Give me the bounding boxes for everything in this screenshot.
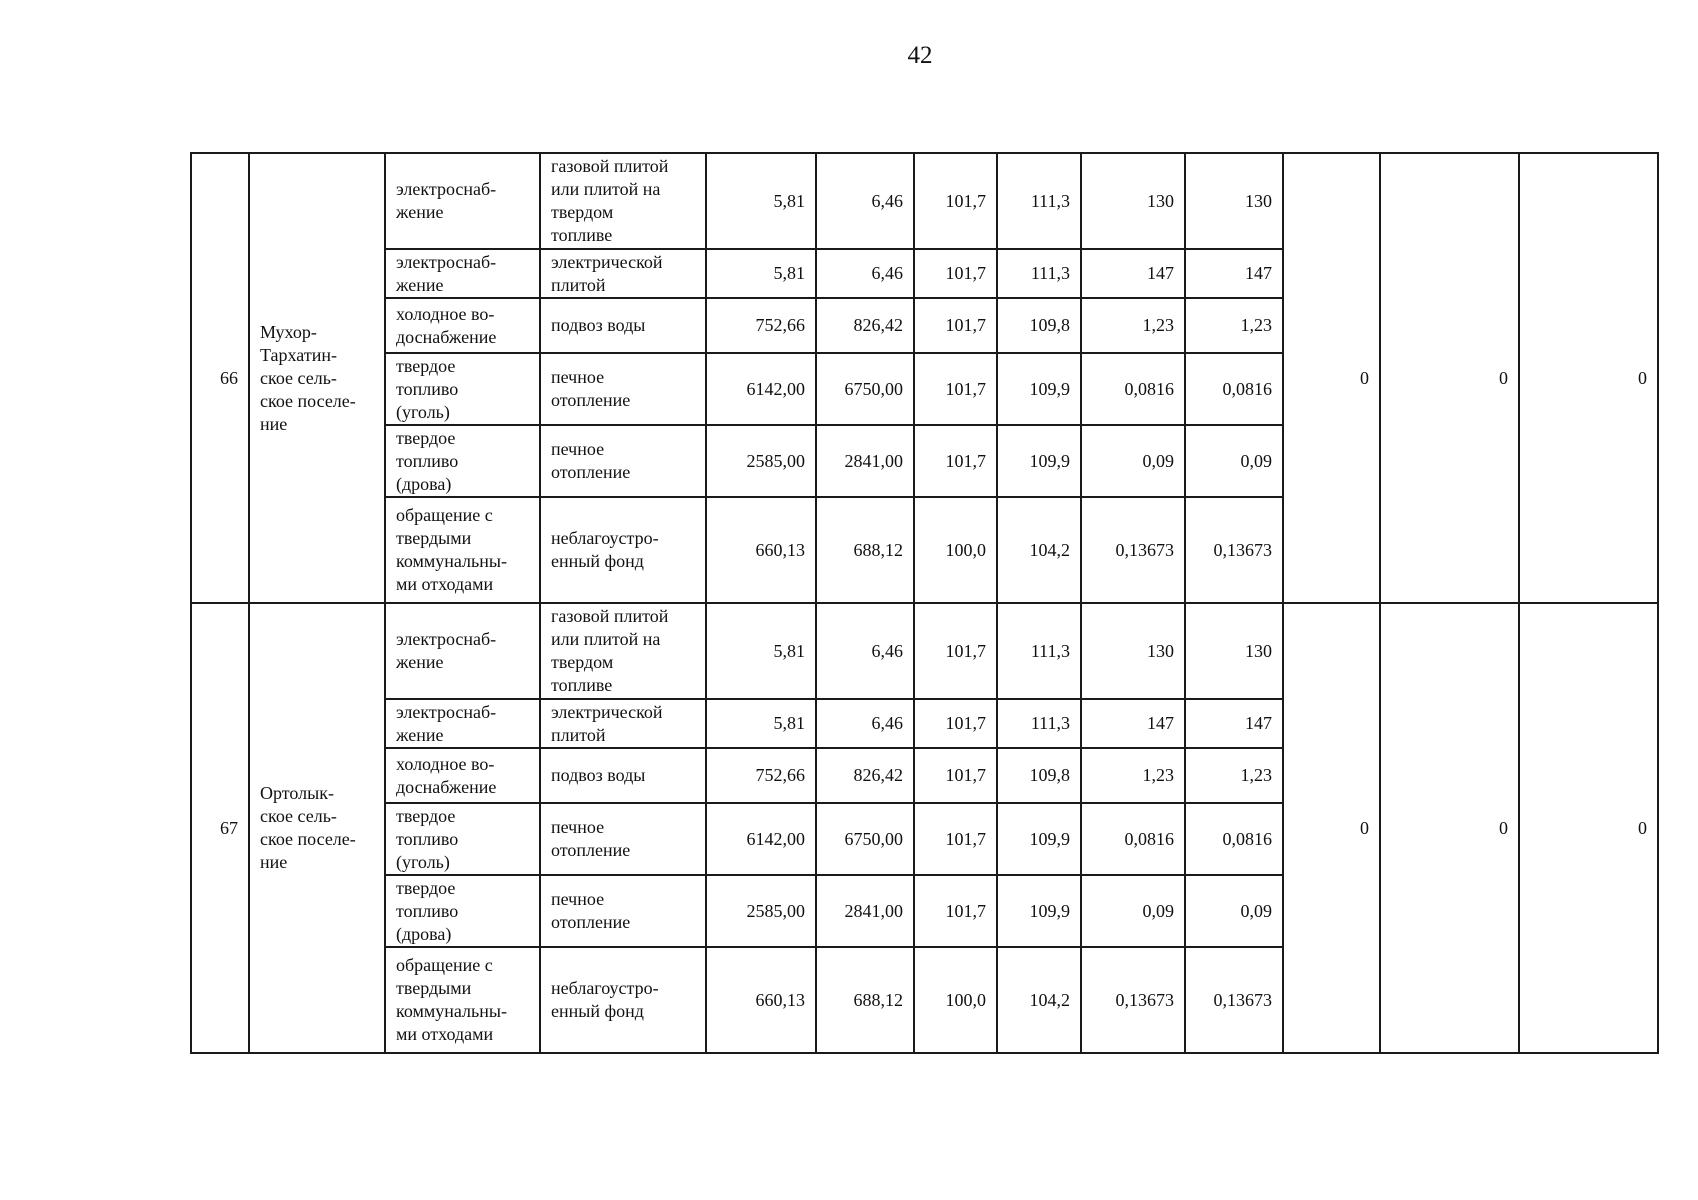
value-cell: 0,09 <box>1185 425 1283 497</box>
value-cell: 2585,00 <box>706 875 816 947</box>
zero-cell: 0 <box>1283 153 1380 603</box>
method-cell: электрической плитой <box>540 699 706 748</box>
value-cell: 147 <box>1185 249 1283 298</box>
value-cell: 6,46 <box>816 249 914 298</box>
method-cell: газовой плитой или плитой на твердом топливе <box>540 603 706 699</box>
value-cell: 1,23 <box>1081 748 1185 803</box>
value-cell: 130 <box>1081 603 1185 699</box>
value-cell: 688,12 <box>816 947 914 1053</box>
value-cell: 826,42 <box>816 748 914 803</box>
service-cell: обращение с твердыми коммунальны- ми отходами <box>385 947 540 1053</box>
settlement-name: Ортолык- ское сель- ское поселе- ние <box>249 603 385 1053</box>
method-cell: подвоз воды <box>540 298 706 353</box>
value-cell: 101,7 <box>914 425 997 497</box>
value-cell: 111,3 <box>997 153 1081 249</box>
value-cell: 147 <box>1081 699 1185 748</box>
value-cell: 109,9 <box>997 353 1081 425</box>
method-cell: печное отопление <box>540 803 706 875</box>
service-cell: холодное во- доснабжение <box>385 748 540 803</box>
value-cell: 100,0 <box>914 497 997 603</box>
value-cell: 109,8 <box>997 748 1081 803</box>
value-cell: 0,0816 <box>1081 803 1185 875</box>
settlement-name: Мухор- Тархатин- ское сель- ское поселе- ние <box>249 153 385 603</box>
service-cell: электроснаб- жение <box>385 699 540 748</box>
table-row <box>191 603 1658 699</box>
method-cell: электрической плитой <box>540 249 706 298</box>
service-cell: твердое топливо (уголь) <box>385 803 540 875</box>
value-cell: 111,3 <box>997 603 1081 699</box>
value-cell: 101,7 <box>914 748 997 803</box>
service-cell: твердое топливо (дрова) <box>385 425 540 497</box>
value-cell: 6,46 <box>816 153 914 249</box>
method-cell: неблагоустро- енный фонд <box>540 947 706 1053</box>
service-cell: твердое топливо (уголь) <box>385 353 540 425</box>
value-cell: 752,66 <box>706 298 816 353</box>
value-cell: 101,7 <box>914 353 997 425</box>
value-cell: 130 <box>1081 153 1185 249</box>
method-cell: печное отопление <box>540 875 706 947</box>
service-cell: холодное во- доснабжение <box>385 298 540 353</box>
tariff-table <box>190 152 1659 1054</box>
value-cell: 101,7 <box>914 298 997 353</box>
value-cell: 109,9 <box>997 875 1081 947</box>
table-row <box>191 153 1658 249</box>
service-cell: электроснаб- жение <box>385 153 540 249</box>
page-number: 42 <box>907 42 933 69</box>
zero-cell: 0 <box>1283 603 1380 1053</box>
value-cell: 1,23 <box>1185 298 1283 353</box>
zero-cell: 0 <box>1519 153 1658 603</box>
value-cell: 1,23 <box>1081 298 1185 353</box>
value-cell: 5,81 <box>706 249 816 298</box>
value-cell: 101,7 <box>914 153 997 249</box>
zero-cell: 0 <box>1380 153 1519 603</box>
service-cell: электроснаб- жение <box>385 249 540 298</box>
service-cell: электроснаб- жение <box>385 603 540 699</box>
value-cell: 826,42 <box>816 298 914 353</box>
value-cell: 0,0816 <box>1185 353 1283 425</box>
value-cell: 2585,00 <box>706 425 816 497</box>
method-cell: неблагоустро- енный фонд <box>540 497 706 603</box>
zero-cell: 0 <box>1519 603 1658 1053</box>
value-cell: 2841,00 <box>816 425 914 497</box>
method-cell: печное отопление <box>540 425 706 497</box>
value-cell: 752,66 <box>706 748 816 803</box>
value-cell: 660,13 <box>706 947 816 1053</box>
value-cell: 104,2 <box>997 497 1081 603</box>
value-cell: 111,3 <box>997 699 1081 748</box>
row-number: 66 <box>191 153 249 603</box>
value-cell: 6750,00 <box>816 353 914 425</box>
value-cell: 5,81 <box>706 153 816 249</box>
service-cell: обращение с твердыми коммунальны- ми отходами <box>385 497 540 603</box>
value-cell: 147 <box>1081 249 1185 298</box>
service-cell: твердое топливо (дрова) <box>385 875 540 947</box>
value-cell: 100,0 <box>914 947 997 1053</box>
value-cell: 0,13673 <box>1185 497 1283 603</box>
value-cell: 101,7 <box>914 803 997 875</box>
value-cell: 109,9 <box>997 803 1081 875</box>
value-cell: 109,8 <box>997 298 1081 353</box>
value-cell: 109,9 <box>997 425 1081 497</box>
row-number: 67 <box>191 603 249 1053</box>
value-cell: 2841,00 <box>816 875 914 947</box>
value-cell: 101,7 <box>914 699 997 748</box>
value-cell: 101,7 <box>914 875 997 947</box>
zero-cell: 0 <box>1380 603 1519 1053</box>
value-cell: 111,3 <box>997 249 1081 298</box>
value-cell: 6750,00 <box>816 803 914 875</box>
value-cell: 688,12 <box>816 497 914 603</box>
value-cell: 130 <box>1185 153 1283 249</box>
value-cell: 147 <box>1185 699 1283 748</box>
value-cell: 6,46 <box>816 699 914 748</box>
value-cell: 101,7 <box>914 249 997 298</box>
value-cell: 0,13673 <box>1081 497 1185 603</box>
value-cell: 0,09 <box>1081 875 1185 947</box>
value-cell: 1,23 <box>1185 748 1283 803</box>
value-cell: 104,2 <box>997 947 1081 1053</box>
value-cell: 0,13673 <box>1081 947 1185 1053</box>
value-cell: 5,81 <box>706 699 816 748</box>
method-cell: газовой плитой или плитой на твердом топливе <box>540 153 706 249</box>
value-cell: 0,0816 <box>1185 803 1283 875</box>
value-cell: 5,81 <box>706 603 816 699</box>
value-cell: 101,7 <box>914 603 997 699</box>
value-cell: 0,13673 <box>1185 947 1283 1053</box>
value-cell: 0,09 <box>1081 425 1185 497</box>
value-cell: 6,46 <box>816 603 914 699</box>
value-cell: 6142,00 <box>706 803 816 875</box>
value-cell: 130 <box>1185 603 1283 699</box>
value-cell: 0,09 <box>1185 875 1283 947</box>
method-cell: подвоз воды <box>540 748 706 803</box>
value-cell: 660,13 <box>706 497 816 603</box>
value-cell: 0,0816 <box>1081 353 1185 425</box>
value-cell: 6142,00 <box>706 353 816 425</box>
method-cell: печное отопление <box>540 353 706 425</box>
